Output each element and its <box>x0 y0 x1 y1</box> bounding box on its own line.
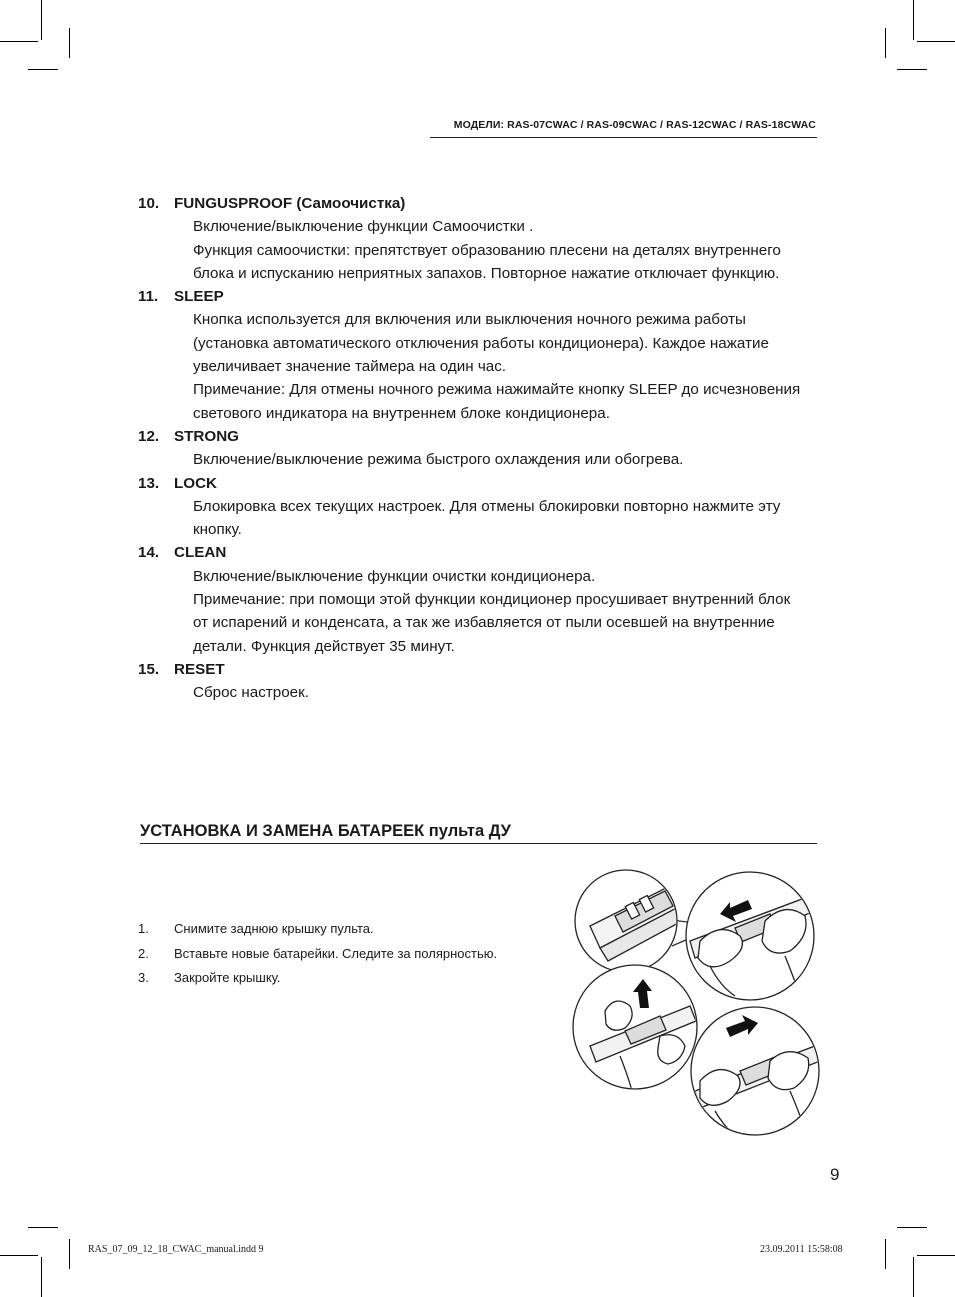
step-number: 3. <box>138 970 149 985</box>
header-rule <box>430 137 817 138</box>
button-description-list <box>138 192 828 705</box>
zoom-circle-remote <box>575 870 695 972</box>
step-text: Закройте крышку. <box>174 970 281 985</box>
footer-timestamp: 23.09.2011 15:58:08 <box>760 1244 843 1255</box>
list-item <box>138 472 828 542</box>
step-circle-open-cover <box>686 872 815 1000</box>
item-number: 14. <box>138 544 160 562</box>
step-text: Снимите заднюю крышку пульта. <box>174 921 374 936</box>
item-title: SLEEP <box>174 288 224 306</box>
step-text: Вставьте новые батарейки. Следите за полярностью. <box>174 945 498 961</box>
item-number: 11. <box>138 288 159 306</box>
item-title: RESET <box>174 660 225 678</box>
item-heading <box>138 541 828 564</box>
item-number: 13. <box>138 474 160 492</box>
section-rule <box>140 843 817 844</box>
item-heading <box>138 285 828 308</box>
list-item <box>138 425 828 472</box>
step-circle-close-cover <box>691 1007 820 1138</box>
step-number: 1. <box>138 921 149 936</box>
list-item <box>138 541 828 657</box>
list-item <box>138 658 828 705</box>
page-number: 9 <box>830 1165 840 1184</box>
footer-file-name: RAS_07_09_12_18_CWAC_manual.indd 9 <box>88 1244 264 1255</box>
step-item <box>138 966 497 991</box>
item-text-line: от испарений и конденсата, а так же избавляется от пыли осевшей на внутренние <box>193 614 775 632</box>
item-text-line: (установка автоматического отключения работы кондиционера). Каждое нажатие <box>193 334 769 352</box>
item-text-line: блока и испусканию неприятных запахов. Повторное нажатие отключает функцию. <box>193 264 780 282</box>
item-title: FUNGUSPROOF (Самоочистка) <box>174 195 406 212</box>
item-heading <box>138 425 828 448</box>
step-number: 2. <box>138 945 149 961</box>
item-text-line: светового индикатора на внутреннем блоке кондиционера. <box>193 404 610 422</box>
item-text-line: Блокировка всех текущих настроек. Для отмены блокировки повторно нажмите эту <box>193 497 781 515</box>
item-text-line: Кнопка используется для включения или выключения ночного режима работы <box>193 311 746 329</box>
step-item <box>138 917 497 942</box>
item-text-line: Включение/выключение функции Самоочистки . <box>193 218 534 236</box>
list-item <box>138 192 828 285</box>
item-text-line: Включение/выключение функции очистки кондиционера. <box>193 567 596 585</box>
item-text-line: Примечание: при помощи этой функции кондиционер просушивает внутренний блок <box>193 591 791 609</box>
item-text-line: Примечание: Для отмены ночного режима нажимайте кнопку SLEEP до исчезновения <box>193 381 801 399</box>
list-item <box>138 285 828 425</box>
item-text-line: Включение/выключение режима быстрого охлаждения или обогрева. <box>193 451 684 469</box>
item-text-line: увеличивает значение таймера на один час. <box>193 358 507 376</box>
header-models: МОДЕЛИ: RAS-07CWAC / RAS-09CWAC / RAS-12CWAC / RAS-18CWAC <box>453 119 816 131</box>
battery-steps-list <box>138 917 497 991</box>
item-heading <box>138 658 828 681</box>
item-text-line: Сброс настроек. <box>193 684 309 702</box>
item-number: 15. <box>138 660 160 678</box>
item-heading <box>138 192 828 215</box>
step-item <box>138 942 497 967</box>
item-title: STRONG <box>174 427 239 445</box>
item-number: 10. <box>138 195 160 212</box>
item-text-line: Функция самоочистки: препятствует образованию плесени на деталях внутреннего <box>193 241 781 259</box>
item-title: CLEAN <box>174 544 227 562</box>
battery-replacement-illustration <box>570 866 820 1138</box>
section-title: УСТАНОВКА И ЗАМЕНА БАТАРЕЕК пульта ДУ <box>140 822 511 840</box>
item-text-line: детали. Функция действует 35 минут. <box>193 637 455 655</box>
item-text-line: кнопку. <box>193 521 242 539</box>
item-number: 12. <box>138 427 160 445</box>
item-heading <box>138 472 828 495</box>
item-title: LOCK <box>174 474 218 492</box>
step-circle-insert-batteries <box>573 965 697 1091</box>
